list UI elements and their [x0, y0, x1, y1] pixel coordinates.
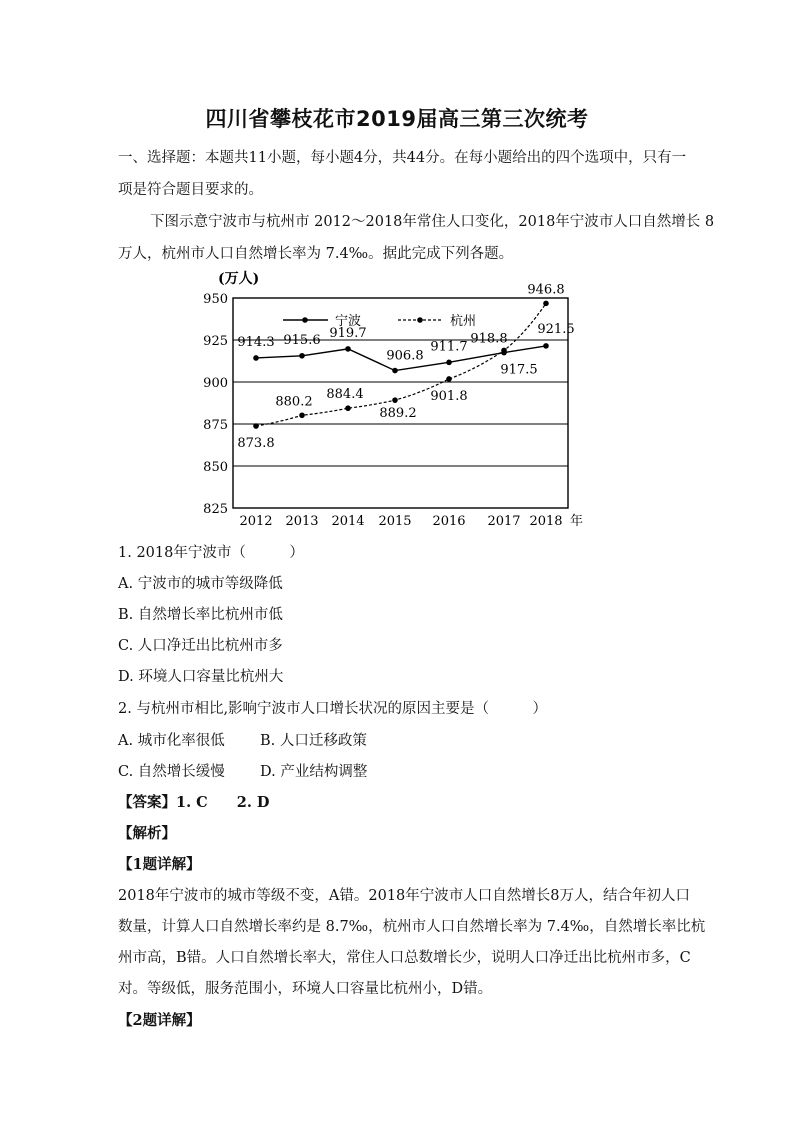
hangzhou-point	[543, 301, 549, 307]
x-tick-label: 2014	[331, 514, 365, 529]
hangzhou-data-label: 889.2	[379, 406, 417, 422]
y-axis-label: (万人)	[218, 271, 260, 287]
y-tick-label: 950	[203, 292, 228, 307]
question-2-option-c: C. 自然增长缓慢	[118, 764, 225, 780]
question-2-stem: 2. 与杭州市相比,影响宁波市人口增长状况的原因主要是（ ）	[118, 701, 548, 717]
analysis-heading: 【解析】	[118, 825, 176, 842]
x-tick-label: 2017	[487, 514, 521, 529]
section-intro-line: 项是符合题目要求的。	[118, 182, 263, 198]
ningbo-data-label: 919.7	[329, 325, 367, 341]
y-tick-label: 925	[203, 334, 228, 349]
answer-line: 【答案】1. C 2. D	[118, 794, 270, 811]
x-tick-label: 2013	[285, 514, 319, 529]
legend-hangzhou-label: 杭州	[450, 314, 477, 329]
y-tick-label: 825	[203, 502, 228, 517]
material-line: 万人，杭州市人口自然增长率为 7.4‰。据此完成下列各题。	[118, 246, 514, 262]
x-tick-label: 2018	[529, 514, 563, 529]
legend-hangzhou-marker	[417, 317, 423, 323]
question-1-option-c: C. 人口净迁出比杭州市多	[118, 638, 283, 654]
detail-1-line: 州市高，B错。人口自然增长率大，常住人口总数增长少，说明人口净迁出比杭州市多，C	[118, 950, 691, 966]
hangzhou-data-label: 884.4	[326, 387, 364, 403]
ningbo-point	[392, 368, 398, 374]
hangzhou-data-label: 946.8	[527, 282, 565, 298]
legend-ningbo-label: 宁波	[335, 314, 362, 329]
hangzhou-point	[299, 412, 305, 418]
hangzhou-data-label: 880.2	[275, 394, 313, 410]
hangzhou-point	[253, 423, 259, 429]
hangzhou-point	[446, 376, 452, 382]
ningbo-data-label: 911.7	[430, 339, 468, 355]
question-1-option-a: A. 宁波市的城市等级降低	[118, 576, 283, 592]
question-1-stem: 1. 2018年宁波市（ ）	[118, 545, 304, 561]
x-tick-label: 2012	[239, 514, 273, 529]
ningbo-data-label: 906.8	[386, 348, 424, 364]
question-2-option-d: D. 产业结构调整	[260, 764, 368, 780]
legend-ningbo-marker	[302, 317, 308, 323]
y-tick-label: 850	[203, 460, 228, 475]
ningbo-point	[345, 346, 351, 352]
question-2-option-b: B. 人口迁移政策	[260, 733, 367, 749]
detail-2-heading: 【2题详解】	[118, 1012, 201, 1029]
question-1-option-d: D. 环境人口容量比杭州大	[118, 669, 284, 685]
hangzhou-point	[501, 348, 507, 354]
ningbo-data-label: 914.3	[237, 334, 275, 350]
ningbo-data-label: 915.6	[283, 332, 321, 348]
hangzhou-data-label: 918.8	[470, 331, 508, 347]
ningbo-point	[299, 353, 305, 359]
y-tick-label: 900	[203, 376, 228, 391]
detail-1-line: 数量，计算人口自然增长率约是 8.7‰，杭州市人口自然增长率为 7.4‰，自然增长率比杭	[118, 919, 706, 935]
page-title: 四川省攀枝花市2019届高三第三次统考	[205, 107, 589, 131]
detail-1-heading: 【1题详解】	[118, 856, 201, 873]
x-tick-label: 2015	[378, 514, 412, 529]
x-tick-label: 2016	[432, 514, 466, 529]
material-line: 下图示意宁波市与杭州市 2012～2018年常住人口变化，2018年宁波市人口自然增长 8	[150, 214, 715, 230]
detail-1-line: 2018年宁波市的城市等级不变，A错。2018年宁波市人口自然增长8万人，结合年初人口	[118, 888, 690, 904]
section-intro-line: 一、选择题：本题共11小题，每小题4分，共44分。在每小题给出的四个选项中，只有一	[118, 150, 687, 166]
hangzhou-data-label: 901.8	[430, 388, 468, 404]
hangzhou-point	[345, 405, 351, 411]
detail-1-line: 对。等级低，服务范围小，环境人口容量比杭州小，D错。	[118, 981, 493, 997]
ningbo-data-label: 917.5	[500, 362, 538, 378]
x-axis-unit: 年	[570, 514, 584, 529]
ningbo-data-label: 921.5	[537, 321, 575, 337]
question-2-option-a: A. 城市化率很低	[118, 733, 225, 749]
y-tick-label: 875	[203, 418, 228, 433]
hangzhou-point	[392, 397, 398, 403]
question-1-option-b: B. 自然增长率比杭州市低	[118, 607, 283, 623]
hangzhou-data-label: 873.8	[237, 436, 275, 452]
ningbo-point	[446, 360, 452, 366]
ningbo-point	[543, 343, 549, 349]
population-line-chart	[198, 268, 598, 530]
ningbo-point	[253, 355, 259, 361]
